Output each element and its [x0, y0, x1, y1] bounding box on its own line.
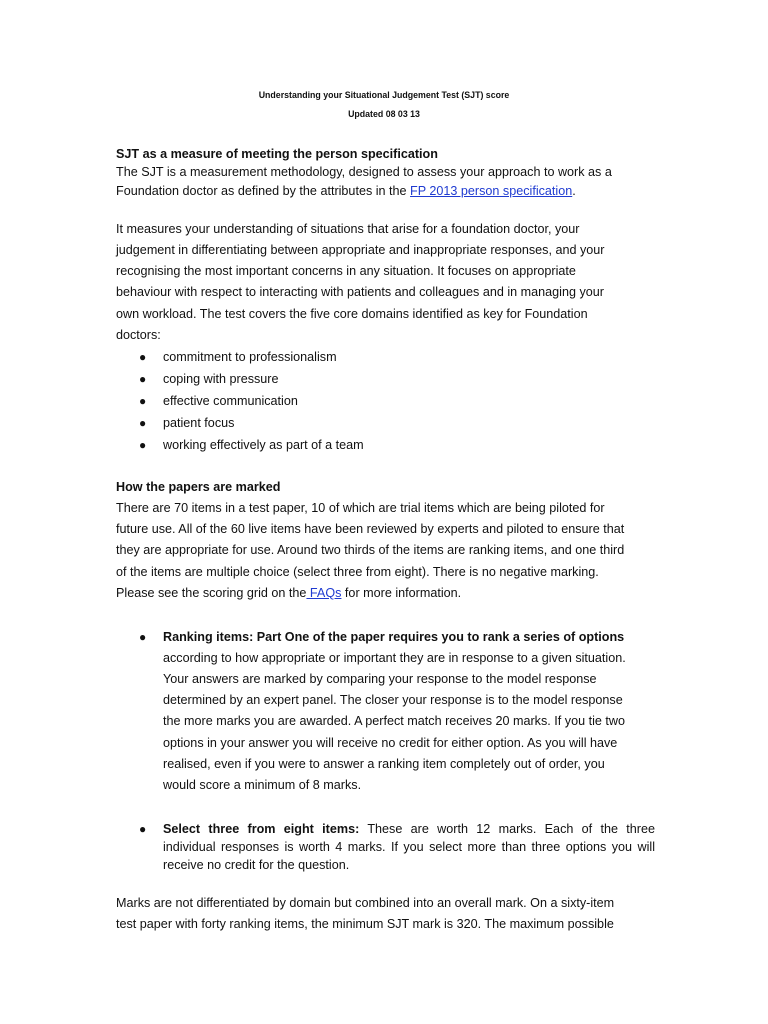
text-run: Select three from eight items:	[163, 822, 360, 836]
paragraph-line: they are appropriate for use. Around two thirds of the items are ranking items, and one third	[116, 543, 625, 557]
paragraph-line: Marks are not differentiated by domain but combined into an overall mark. On a sixty-item	[116, 896, 615, 910]
bullet-icon: ●	[139, 416, 147, 430]
domain-list-item: commitment to professionalism	[163, 350, 337, 364]
ranking-items-line: would score a minimum of 8 marks.	[163, 778, 362, 792]
select-items-line	[163, 822, 655, 837]
text-run: Ranking items: Part One of the paper requires you to rank a series of options	[163, 630, 625, 644]
domain-list-item: coping with pressure	[163, 372, 279, 386]
ranking-items-line: Your answers are marked by comparing your response to the model response	[163, 672, 597, 686]
faqs-link[interactable]: FAQs	[306, 586, 342, 600]
ranking-items-line: according to how appropriate or important they are in response to a given situation.	[163, 651, 626, 665]
paragraph-line: It measures your understanding of situations that arise for a foundation doctor, your	[116, 222, 580, 236]
ranking-items-line: options in your answer you will receive no credit for either option. As you will have	[163, 736, 618, 750]
text-run: These are worth 12 marks. Each of the three	[359, 822, 655, 836]
bullet-icon: ●	[139, 630, 147, 644]
paragraph-line	[116, 586, 461, 601]
select-items-line: individual responses is worth 4 marks. If you select more than three options you will	[163, 840, 655, 854]
bullet-icon: ●	[139, 438, 147, 452]
bullet-icon: ●	[139, 394, 147, 408]
paragraph-line: The SJT is a measurement methodology, designed to assess your approach to work as a	[116, 165, 612, 179]
select-items-line: receive no credit for the question.	[163, 858, 350, 872]
domain-list-item: effective communication	[163, 394, 298, 408]
paragraph-line: recognising the most important concerns in any situation. It focuses on appropriate	[116, 264, 576, 278]
domain-list-item: working effectively as part of a team	[163, 438, 364, 452]
paragraph-line: doctors:	[116, 328, 161, 342]
text-run: .	[572, 184, 576, 198]
document-title: Understanding your Situational Judgement Test (SJT) score	[258, 90, 510, 100]
text-run: for more information.	[341, 586, 462, 600]
bullet-icon: ●	[139, 822, 147, 836]
person-specification-link[interactable]: FP 2013 person specification	[410, 184, 573, 198]
paragraph-line: of the items are multiple choice (select three from eight). There is no negative marking.	[116, 565, 599, 579]
ranking-items-line: realised, even if you were to answer a ranking item completely out of order, you	[163, 757, 605, 771]
paragraph-line	[116, 184, 576, 199]
paragraph-line: test paper with forty ranking items, the minimum SJT mark is 320. The maximum possible	[116, 917, 614, 931]
ranking-items-line	[163, 630, 624, 645]
ranking-items-line: determined by an expert panel. The closer your response is to the model response	[163, 693, 623, 707]
document-updated-date: Updated 08 03 13	[348, 109, 420, 119]
text-run: Please see the scoring grid on the	[116, 586, 307, 600]
text-run: Foundation doctor as defined by the attributes in the	[116, 184, 411, 198]
domain-list-item: patient focus	[163, 416, 235, 430]
bullet-icon: ●	[139, 372, 147, 386]
paragraph-line: future use. All of the 60 live items have been reviewed by experts and piloted to ensure that	[116, 522, 625, 536]
paragraph-line: own workload. The test covers the five core domains identified as key for Foundation	[116, 307, 588, 321]
ranking-items-line: the more marks you are awarded. A perfect match receives 20 marks. If you tie two	[163, 714, 625, 728]
bullet-icon: ●	[139, 350, 147, 364]
section-heading-spec: SJT as a measure of meeting the person specification	[116, 147, 438, 161]
paragraph-line: There are 70 items in a test paper, 10 of which are trial items which are being piloted for	[116, 501, 605, 515]
section-heading-marking: How the papers are marked	[116, 480, 281, 494]
paragraph-line: behaviour with respect to interacting with patients and colleagues and in managing your	[116, 285, 604, 299]
paragraph-line: judgement in differentiating between appropriate and inappropriate responses, and your	[116, 243, 605, 257]
